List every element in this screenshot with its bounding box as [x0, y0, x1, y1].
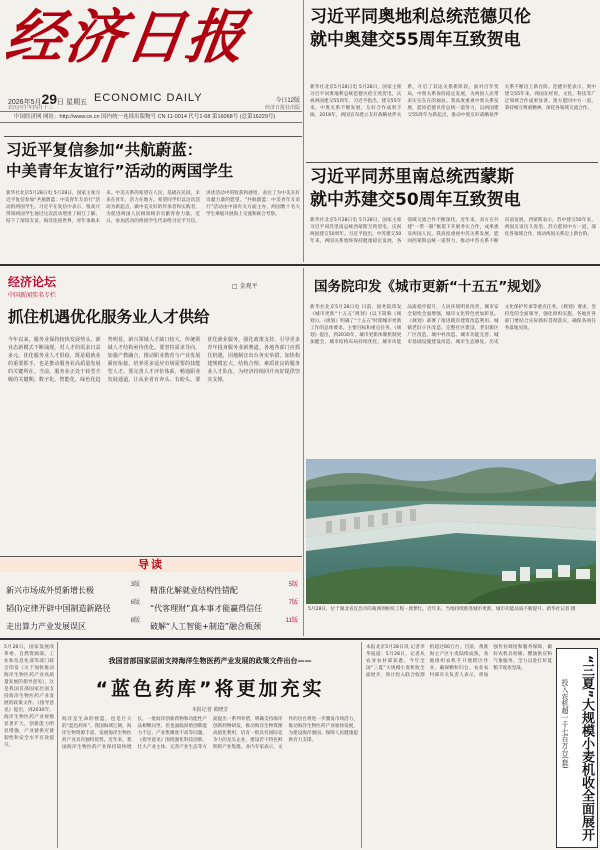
commentary-label: 经济论坛	[8, 275, 57, 289]
guide-item-page: 3版	[130, 582, 140, 588]
commentary-headline[interactable]: 抓住机遇优化服务业人才供给	[8, 308, 210, 326]
guide-item-page: 11版	[285, 618, 298, 624]
logo-english: ECONOMIC DAILY	[94, 92, 203, 104]
section-divider	[0, 264, 600, 266]
page-count: 今日12版	[275, 98, 300, 104]
column-divider	[57, 642, 58, 848]
commentary-section-label	[8, 273, 56, 299]
austria-headline[interactable]	[310, 6, 598, 52]
guide-item[interactable]	[150, 614, 298, 633]
guide-item-text: 精准化解就业结构性错配	[150, 586, 238, 595]
column-divider	[361, 642, 362, 848]
guide-item-text: 破解“人工智能+制造”融合瓶颈	[150, 622, 261, 631]
reply-headline-line1: 习近平复信参加“共航蔚蓝：	[6, 141, 203, 159]
commentary-author: □ 金观平	[232, 283, 258, 290]
reply-headline-line2: 中美青年友谊行”活动的两国学生	[6, 162, 234, 180]
guide-item-text: 走出算力产业发展误区	[6, 622, 86, 631]
austria-headline-line1: 习近平同奥地利总统范德贝伦	[310, 7, 531, 27]
newspaper-logo	[1, 2, 296, 84]
photo-caption: 5月28日，位于湖北省宜昌市的葛洲坝枢纽工程一派繁忙。近年来，当地持续推进城市更新，城市功能品质不断提升。新华社记者 摄	[308, 607, 576, 612]
austria-article-body: 新华社北京5月28日电 5月28日，国家主席习近平同奥地利总统范德贝伦互致贺电，庆祝两国建交55周年。习近平指出，建交55年来，中奥关系不断发展，友好合作成果丰硕。2018年，两国宣布建立友好战略伙伴关系，开启了双边关系新阶段。面对百年变局，中奥关系保持稳定发展，为两国人民带来实实在在的福祉。我高度重视中奥关系发展，愿同范德贝伦总统一道努力，以两国建交55周年为新起点，推动中奥友好战略伙伴关系不断迈上新台阶。范德贝伦表示，奥中建交55年来，两国在经贸、文化、科技等广泛领域合作成果显著。奥方愿同中方一道，秉持相互尊重精神，深化各领域交流合作。	[310, 85, 596, 118]
date-prefix: 2026年5月	[8, 99, 42, 106]
bio-article-lead: 5月28日，国家发展改革委、自然资源部、工业和信息化部等部门联合印发《关于加快推动海洋生物医药产业高质量发展的指导意见》，这是我国首部国家层面支持海洋生物医药产业发展的政策文件。《指导意见》提出，到2030年，海洋生物医药产业规模显著扩大，创新能力明显增强，产业链供应链韧性和安全水平有效提升。	[4, 645, 54, 748]
date-weekday: 日 星期五	[57, 99, 87, 106]
lunar-date: 农历丙午年四月十三	[8, 105, 54, 111]
guide-item[interactable]	[150, 596, 298, 615]
author-name: 金观平	[239, 283, 258, 290]
austria-headline-line2: 就中奥建交55周年互致贺电	[310, 30, 521, 50]
guide-item-page: 5版	[288, 582, 298, 588]
masthead-info-bar: 中国经济网 网址：http://www.ce.cn 国内统一连续出版物号 CN 11-0014 代号1-68 第16068号 (总第16229号)	[0, 111, 302, 123]
suriname-headline[interactable]	[310, 166, 598, 212]
urban-renewal-body: 新华社北京5月28日电 日前，国务院印发《城市更新“十五五”规划》(以下简称《规划》)。《规划》明确了“十五五”时期城市更新工作的总体要求、主要目标和重点任务。《规划》提出，到2030年，城市更新体制机制更加健全，城市结构布局持续优化，城市功能品质稳步提升，人居环境明显改善，城市安全韧性全面增强，城市文化特色更加彰显。《规划》部署了推进既有建筑改造利用、城镇老旧小区改造、完整社区建设、老旧街区厂区改造、城中村改造、城市功能完善、城市基础设施建设改造、城市生态修复、历史文化保护传承等重点任务。《规划》要求，坚持党的全面领导，强化组织实施，各地区各部门要结合实际抓好贯彻落实，确保各项任务落地见效。	[310, 305, 596, 345]
publisher-note: 经济日报社出版	[264, 105, 300, 111]
bio-headline[interactable]: “蓝色药库”将更加充实	[95, 678, 325, 700]
guide-item-text: 韬(ǐ)定律开辟中国制造新路径	[6, 604, 111, 613]
guide-title: 导读	[138, 558, 164, 571]
divider	[0, 556, 302, 557]
suriname-article-body: 新华社北京5月28日电 5月28日，国家主席习近平同苏里南总统西蒙斯互致贺电，庆祝两国建交50周年。习近平指出，中苏建交50年来，两国关系始终保持健康稳定发展，各领域交流合作不断深化。近年来，双方在共建“一带一路”框架下开展务实合作，成果惠及两国人民。我高度重视中苏关系发展，愿同西蒙斯总统一道努力，推动中苏关系不断向前发展。西蒙斯表示，苏中建交50年来，两国友谊历久弥坚。苏方愿同中方一道，深化各领域合作，推动两国关系迈上新台阶。	[310, 218, 596, 244]
date-day: 29	[41, 91, 58, 107]
suriname-headline-line1: 习近平同苏里南总统西蒙斯	[310, 167, 514, 187]
section-divider	[0, 638, 600, 640]
logo-text: 经济日报	[1, 3, 251, 71]
divider	[4, 136, 302, 137]
reply-article-body: 新华社北京5月28日电 5月28日，国家主席习近平复信参加“共航蔚蓝：中美青年友谊行”活动的两国学生。习近平在复信中表示，很高兴得知两国学生通过这次活动增进了相互了解、结下了深厚友谊。海洋连接世界，青年承载未来。中美关系的希望在人民，基础在民间，未来在青年，活力在地方。希望同学们以这次活动为新起点，做中美友好的传承者和实践者，为促进两国人民相知相亲贡献青春力量。近日，参加活动的两国学生代表给习近平写信，讲述活动中的收获和感悟，表达了为中美友好贡献力量的愿望。“共航蔚蓝：中美青年友谊行”活动由中国有关方面主办，两国数十名大学生乘船开展海上交流和联合考察。	[6, 191, 300, 224]
guide-item[interactable]	[6, 614, 140, 633]
bio-byline: 本报记者 黄晓芳	[191, 707, 229, 713]
reply-headline[interactable]	[6, 140, 302, 182]
guide-item[interactable]	[6, 596, 140, 615]
wheat-harvest-subheadline: 投入农机超一千七百万台(套)	[561, 679, 569, 769]
urban-renewal-headline[interactable]: 国务院印发《城市更新“十五五”规划》	[314, 279, 548, 295]
column-divider	[303, 268, 304, 636]
bio-kicker: 我国首部国家层面支持海洋生物医药产业发展的政策文件出台——	[108, 657, 312, 665]
dam-photo	[306, 459, 596, 604]
wheat-harvest-headline: “三夏”大规模小麦机收全面展开	[579, 655, 594, 842]
suriname-headline-line2: 就中苏建交50周年互致贺电	[310, 190, 521, 210]
commentary-sub-label: 中国新闻奖名专栏	[8, 292, 57, 299]
commentary-body: 今年以来，服务业保持较快发展势头，新业态新模式不断涌现，对人才的需求日益多元。优化服务业人才供给，既是稳就业的重要抓手，也是推动服务业高质量发展的关键所在。当前，服务业正处于转型升级的关键期，数字化、智能化、绿色化趋势明显，新兴领域人才缺口较大，传统领域人才结构亟待优化。要坚持需求导向，加强产教融合，推动职业教育与产业发展紧密衔接，培养更多适应市场需要的技能型人才。要完善人才评价体系，畅通职业发展通道，让从业者有奔头、有盼头。要优化就业服务，强化政策支持，引导更多青年投身服务业新赛道。各地各部门应抓住机遇，因地制宜出台务实举措，加快构建规模宏大、结构合理、素质优良的服务业人才队伍，为经济持续回升向好提供坚实支撑。	[8, 337, 300, 383]
guide-list	[0, 574, 302, 636]
guide-item-page: 6版	[130, 600, 140, 606]
guide-item[interactable]	[6, 578, 140, 597]
bio-article-body: 海洋是生命的摇篮，也是巨大的“蓝色药库”。我国海域辽阔，海洋生物资源丰富，发展海洋生物医药产业具有独特优势。近年来，我国海洋生物医药产业保持较快增长，一批海洋创新药物和功能性产品相继问世，但也面临原始创新能力不足、产业集聚度不高等问题。《指导意见》围绕强化科技创新、壮大产业主体、完善产业生态等方面提出一系列举措，明确支持海洋创新药物研发，推动海洋生物资源高值化利用，培育一批具有国际竞争力的龙头企业，建设若干特色鲜明的产业集群。业内专家表示，文件的出台将进一步激发市场活力，推动海洋生物医药产业加快发展，为建设海洋强国、保障人民健康提供有力支撑。	[62, 717, 358, 750]
guide-item[interactable]	[150, 578, 298, 597]
guide-item-text: “代客理财”真本事才能赢得信任	[150, 604, 263, 613]
wheat-harvest-headline-box[interactable]	[556, 648, 598, 848]
column-divider	[303, 0, 304, 262]
guide-item-page: 8版	[130, 618, 140, 624]
guide-item-text: 新兴市场成外贸新增长极	[6, 586, 94, 595]
divider	[306, 162, 598, 163]
wheat-harvest-body: 本报北京5月28日讯 记者李华报道：5月28日，记者从农业农村部获悉，今年全国“三夏”大规模小麦机收全面展开，预计投入联合收割机超过60万台。目前，黄淮海主产区小麦陆续成熟，各地组织农机手开展跨区作业，确保颗粒归仓。农业农村部有关负责人表示，将加强作业调度和服务保障，做好农机具检修、燃油供应和气象服务，全力以赴打好夏粮丰收攻坚战。	[366, 645, 552, 678]
guide-header	[0, 558, 302, 572]
guide-item-page: 7版	[288, 600, 298, 606]
